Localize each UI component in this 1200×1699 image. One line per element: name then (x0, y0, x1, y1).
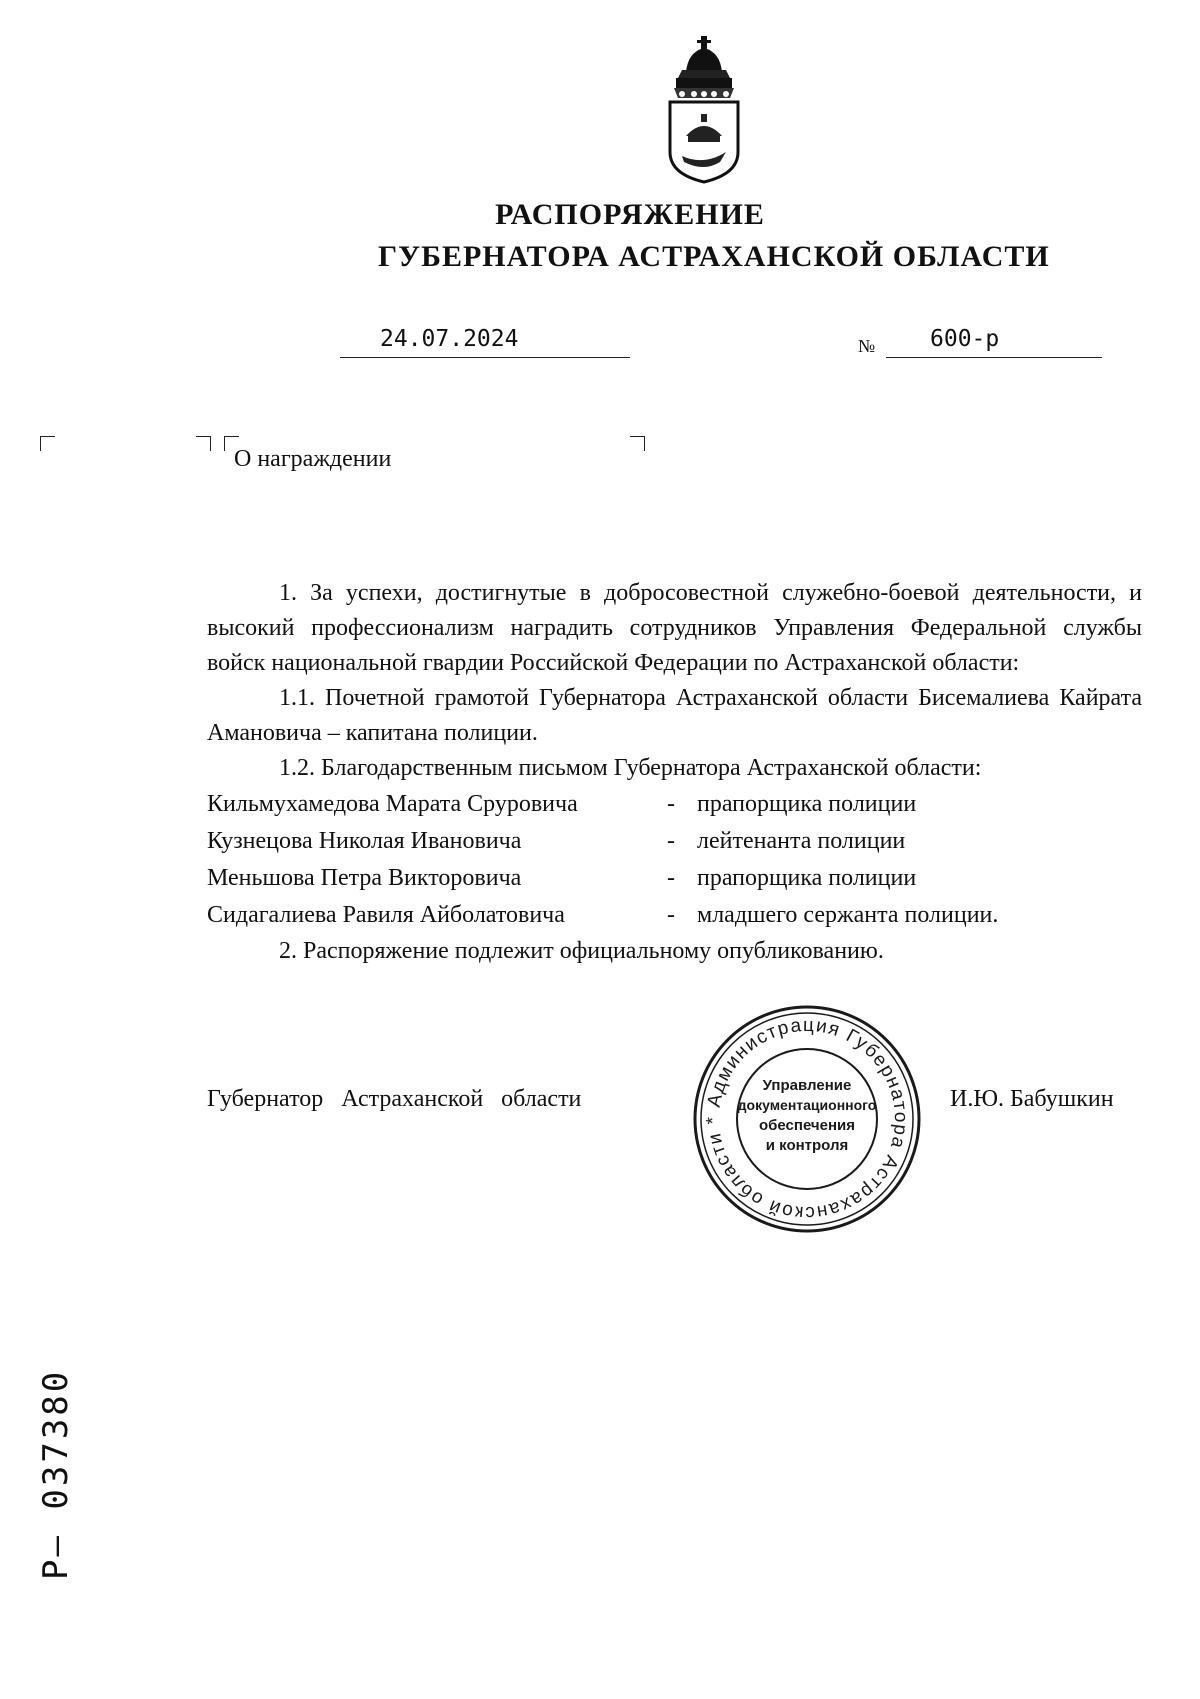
recipient-name: Меньшова Петра Викторовича (207, 865, 522, 891)
signatory-title: Губернатор Астраханской области (207, 1086, 582, 1112)
coat-of-arms-icon (664, 34, 744, 184)
list-item (207, 786, 1142, 823)
recipient-dash: - (667, 791, 675, 817)
official-stamp (692, 1004, 922, 1234)
document-date: 24.07.2024 (340, 326, 630, 358)
list-item (207, 860, 1142, 897)
list-item (207, 823, 1142, 860)
recipient-dash: - (667, 865, 675, 891)
paragraph-1-2: 1.2. Благодарственным письмом Губернатора Астраханской области: (279, 755, 982, 781)
stamp-inner-line: и контроля (765, 1137, 849, 1154)
recipient-name: Кильмухамедова Марата Сруровича (207, 791, 578, 817)
document-title: РАСПОРЯЖЕНИЕ (495, 198, 765, 231)
list-item (207, 897, 1142, 934)
stamp-outer-text: Администрация Губернатора Астраханской области * (702, 1014, 912, 1224)
registration-number: Р– 037380 (36, 1368, 76, 1580)
recipient-dash: - (667, 828, 675, 854)
recipient-rank: прапорщика полиции (697, 865, 917, 891)
number-sign: № (858, 336, 876, 356)
stamp-inner-line: документационного (737, 1097, 877, 1113)
document-subject: О награждении (234, 446, 392, 472)
stamp-inner-line: обеспечения (758, 1117, 856, 1134)
corner-mark (630, 436, 645, 451)
recipient-rank: прапорщика полиции (697, 791, 917, 817)
document-number: 600-р (886, 326, 1102, 358)
paragraph-1: 1. За успехи, достигнутые в добросовестной служебно-боевой деятельности, и высокий профессионализм наградить сотрудников Управления Федеральной службы войск национальной гвардии Российской Федерации по Астраханской области: (207, 580, 1142, 676)
paragraph-1-1: 1.1. Почетной грамотой Губернатора Астраханской области Бисемалиева Кайрата Амановича – капитана полиции. (207, 685, 1142, 746)
paragraph-2: 2. Распоряжение подлежит официальному опубликованию. (279, 938, 884, 964)
recipient-list (207, 786, 1142, 934)
document-issuer: ГУБЕРНАТОРА АСТРАХАНСКОЙ ОБЛАСТИ (378, 240, 1050, 273)
corner-mark (196, 436, 211, 451)
stamp-inner-line: Управление (762, 1077, 852, 1094)
recipient-name: Кузнецова Николая Ивановича (207, 828, 522, 854)
corner-mark (40, 436, 55, 451)
document-body (207, 576, 1142, 969)
recipient-dash: - (667, 902, 675, 928)
signatory-name: И.Ю. Бабушкин (950, 1086, 1114, 1112)
recipient-rank: лейтенанта полиции (697, 828, 906, 854)
recipient-rank: младшего сержанта полиции. (697, 902, 999, 928)
recipient-name: Сидагалиева Равиля Айболатовича (207, 902, 565, 928)
